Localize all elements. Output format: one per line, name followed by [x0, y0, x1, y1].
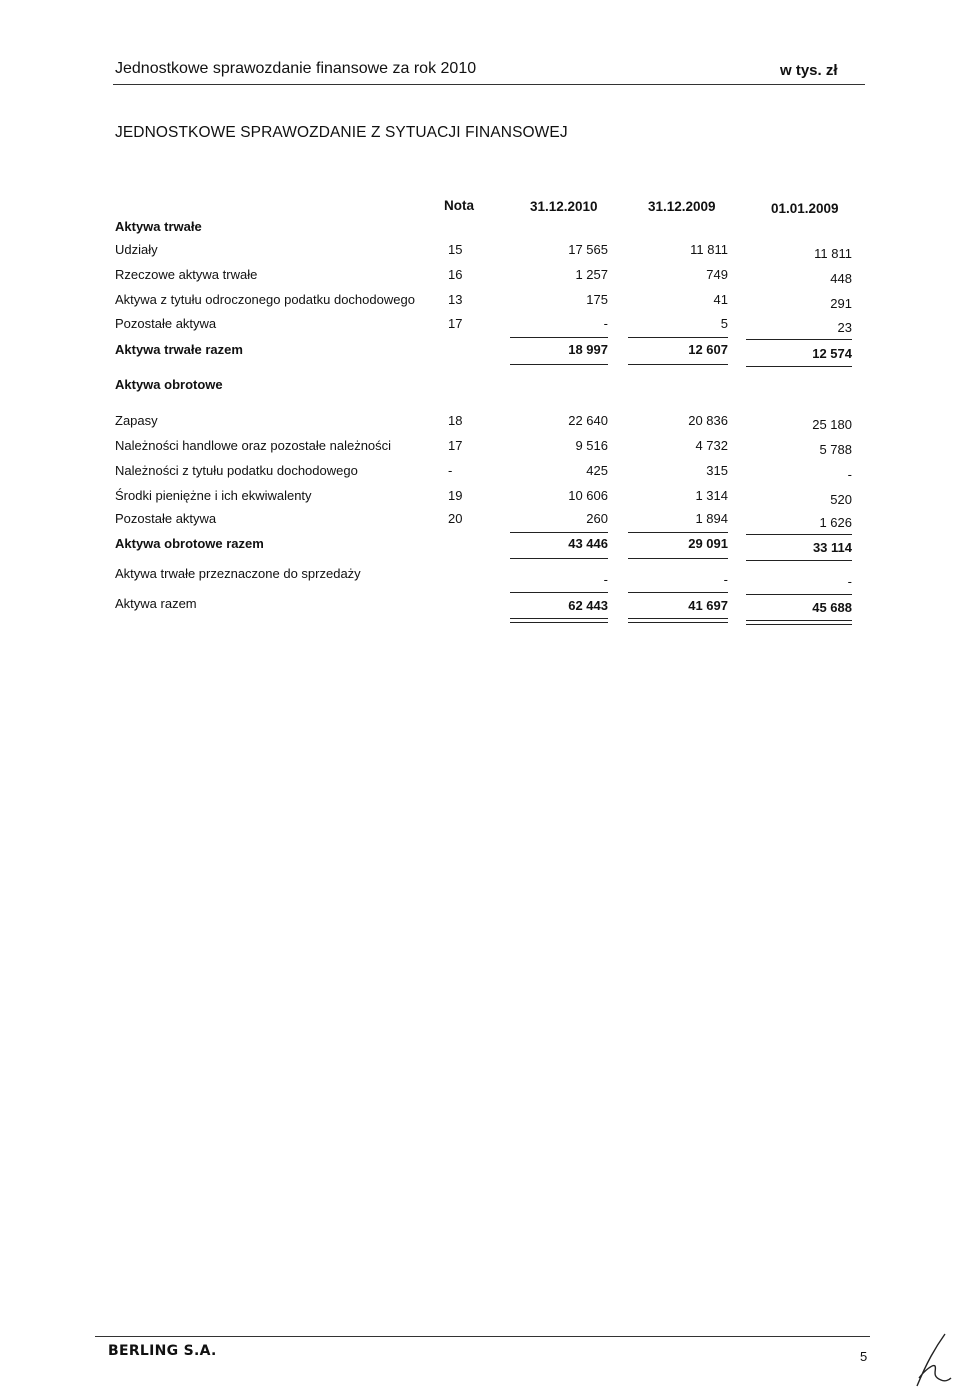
- grand-total-rule: [628, 622, 728, 623]
- table-row-total: [0, 342, 960, 362]
- row-label: Środki pieniężne i ich ekwiwalenty: [115, 488, 312, 503]
- total-rule: [746, 560, 852, 561]
- page-header-title: Jednostkowe sprawozdanie finansowe za rok 2010: [115, 60, 477, 77]
- table-row: [0, 267, 960, 287]
- row-value-2009-open: 25 180: [812, 417, 852, 432]
- section-current-assets: Aktywa obrotowe: [115, 377, 223, 392]
- row-label: Aktywa razem: [115, 596, 197, 611]
- row-label: Zapasy: [115, 413, 158, 428]
- row-value-2009-open: 1 626: [819, 515, 852, 530]
- row-value-2009-open: -: [847, 574, 852, 589]
- row-nota: 18: [448, 413, 463, 428]
- row-value-2009-open: 23: [837, 320, 852, 335]
- table-row: [0, 438, 960, 458]
- row-label: Pozostałe aktywa: [115, 316, 217, 331]
- row-value-2010: 18 997: [568, 342, 608, 357]
- table-row: [0, 242, 960, 262]
- header-rule: [113, 84, 865, 85]
- subtotal-rule: [628, 592, 728, 593]
- row-value-2009-open: 33 114: [812, 540, 852, 555]
- row-label: Aktywa obrotowe razem: [115, 536, 264, 551]
- footer-rule: [95, 1336, 870, 1337]
- column-header-2009-open: 01.01.2009: [771, 201, 839, 216]
- row-label: Należności z tytułu podatku dochodowego: [115, 463, 358, 478]
- row-value-2009-open: -: [847, 467, 852, 482]
- column-header-nota: Nota: [444, 198, 474, 213]
- table-row-grand-total: [0, 596, 960, 616]
- row-value-2009: 4 732: [695, 438, 728, 453]
- table-row: [0, 413, 960, 433]
- row-value-2009: 12 607: [688, 342, 728, 357]
- row-nota: 17: [448, 316, 463, 331]
- table-row: [0, 316, 960, 336]
- row-label: Rzeczowe aktywa trwałe: [115, 267, 258, 282]
- row-value-2009: 1 894: [695, 511, 728, 526]
- row-value-2009: 41 697: [688, 598, 728, 613]
- row-nota: -: [448, 463, 453, 478]
- subtotal-rule: [628, 337, 728, 338]
- total-rule: [628, 558, 728, 559]
- row-value-2009: 5: [720, 316, 728, 331]
- row-value-2009: 41: [713, 292, 728, 307]
- row-value-2010: 260: [586, 511, 608, 526]
- table-row: [0, 463, 960, 483]
- row-value-2009: 11 811: [690, 242, 728, 257]
- subtotal-rule: [746, 534, 852, 535]
- table-row: [0, 488, 960, 508]
- row-value-2010: 17 565: [568, 242, 608, 257]
- row-value-2009-open: 520: [830, 492, 852, 507]
- table-row: [0, 566, 960, 589]
- row-value-2010: 425: [586, 463, 608, 478]
- row-value-2010: 22 640: [568, 413, 608, 428]
- row-value-2009-open: 448: [830, 271, 852, 286]
- row-value-2009: -: [723, 572, 728, 587]
- subtotal-rule: [746, 594, 852, 595]
- row-value-2010: 10 606: [568, 488, 608, 503]
- row-value-2010: 175: [586, 292, 608, 307]
- subtotal-rule: [510, 337, 608, 338]
- row-value-2009-open: 12 574: [812, 346, 852, 361]
- row-nota: 19: [448, 488, 463, 503]
- signature-mark: [905, 1330, 955, 1390]
- row-label: Aktywa z tytułu odroczonego podatku dochodowego: [115, 292, 415, 307]
- grand-total-rule: [510, 622, 608, 623]
- grand-total-rule: [510, 618, 608, 619]
- company-name: BERLING S.A.: [108, 1343, 217, 1359]
- table-row: [0, 511, 960, 531]
- subtotal-rule: [746, 339, 852, 340]
- row-value-2009: 315: [706, 463, 728, 478]
- grand-total-rule: [746, 620, 852, 621]
- column-header-2009: 31.12.2009: [648, 199, 716, 214]
- section-fixed-assets: Aktywa trwałe: [115, 219, 202, 234]
- page-number: 5: [860, 1349, 868, 1364]
- total-rule: [510, 558, 608, 559]
- row-value-2010: 62 443: [568, 598, 608, 613]
- row-value-2009: 1 314: [695, 488, 728, 503]
- row-value-2010: -: [603, 316, 608, 331]
- row-value-2010: 43 446: [568, 536, 608, 551]
- row-value-2010: 9 516: [575, 438, 608, 453]
- row-value-2009-open: 11 811: [814, 246, 852, 261]
- row-value-2009: 29 091: [688, 536, 728, 551]
- grand-total-rule: [628, 618, 728, 619]
- row-label: Aktywa trwałe przeznaczone do sprzedaży: [115, 566, 361, 581]
- row-nota: 15: [448, 242, 463, 257]
- total-rule: [628, 364, 728, 365]
- row-label: Aktywa trwałe razem: [115, 342, 243, 357]
- row-label: Należności handlowe oraz pozostałe należności: [115, 438, 392, 453]
- row-label: Udziały: [115, 242, 158, 257]
- table-row-total: [0, 536, 960, 556]
- row-value-2009-open: 45 688: [812, 600, 852, 615]
- row-value-2010: 1 257: [575, 267, 608, 282]
- column-header-2010: 31.12.2010: [530, 199, 598, 214]
- row-value-2010: -: [603, 572, 608, 587]
- row-label: Pozostałe aktywa: [115, 511, 217, 526]
- row-value-2009-open: 291: [830, 296, 852, 311]
- row-value-2009: 20 836: [688, 413, 728, 428]
- subtotal-rule: [628, 532, 728, 533]
- statement-title: JEDNOSTKOWE SPRAWOZDANIE Z SYTUACJI FINANSOWEJ: [115, 124, 568, 141]
- row-nota: 13: [448, 292, 463, 307]
- row-value-2009-open: 5 788: [819, 442, 852, 457]
- row-nota: 17: [448, 438, 463, 453]
- grand-total-rule: [746, 624, 852, 625]
- table-row: [0, 292, 960, 312]
- row-nota: 16: [448, 267, 463, 282]
- subtotal-rule: [510, 592, 608, 593]
- currency-unit: w tys. zł: [780, 62, 838, 79]
- total-rule: [746, 366, 852, 367]
- row-value-2009: 749: [706, 267, 728, 282]
- total-rule: [510, 364, 608, 365]
- row-nota: 20: [448, 511, 463, 526]
- subtotal-rule: [510, 532, 608, 533]
